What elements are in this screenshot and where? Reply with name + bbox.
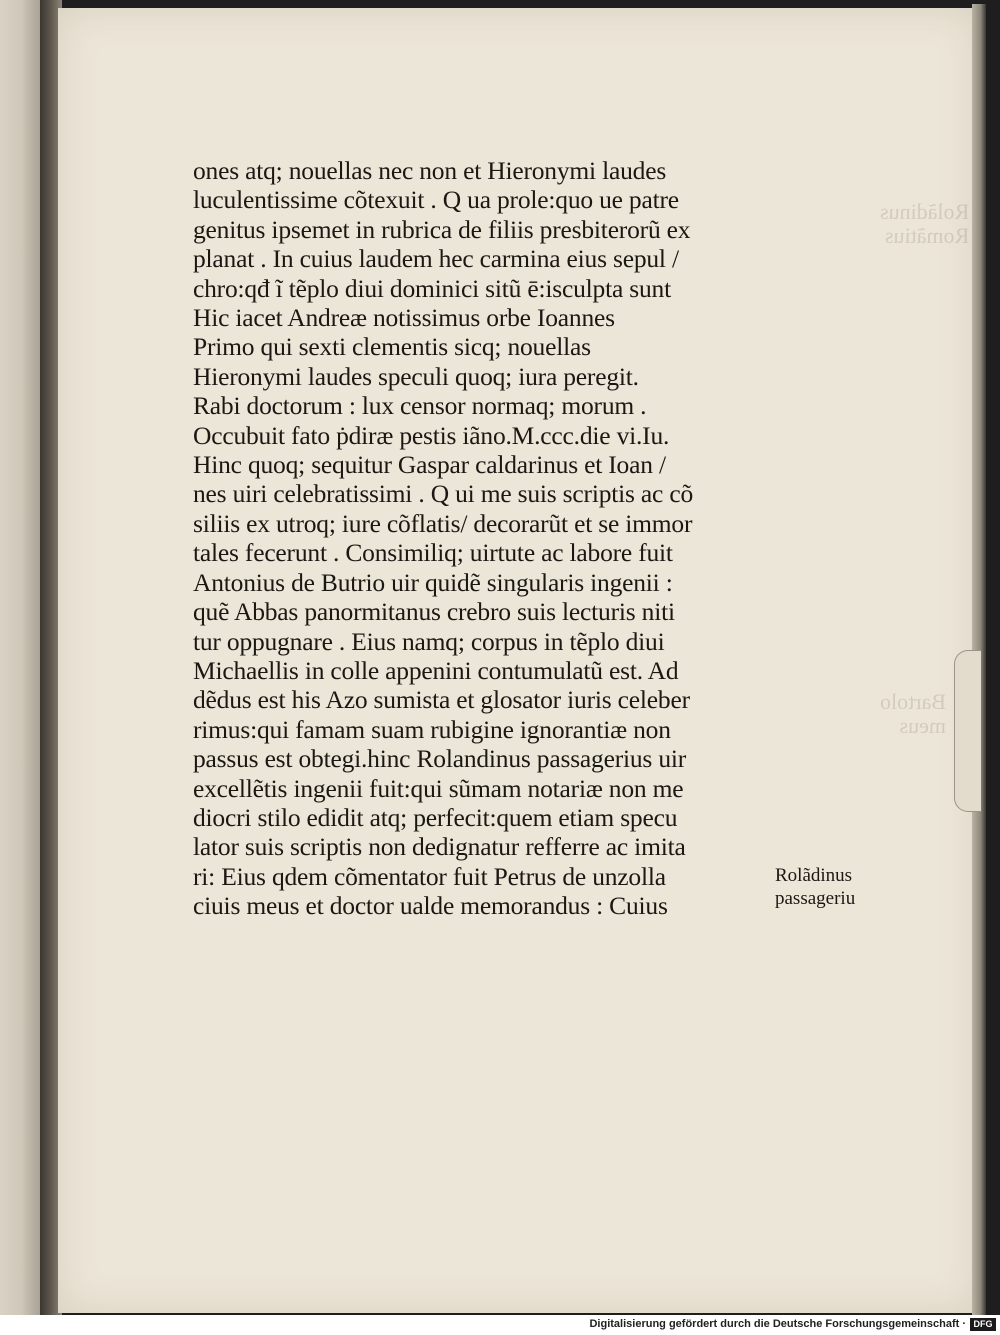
text-line: Rabi doctorum : lux censor normaq; morum . (193, 391, 647, 421)
marginal-note (775, 864, 855, 910)
text-line: siliis ex utroq; iure cõflatis/ decorarũt et se immor (193, 508, 693, 538)
text-line: tur oppugnare . Eius namq; corpus in tẽplo diui (193, 626, 665, 656)
text-line: Hic iacet Andreæ notissimus orbe Ioannes (193, 303, 615, 333)
text-line: luculentissime cõtexuit . Q ua prole:quo ue patre (193, 185, 679, 215)
page-tab (954, 650, 981, 812)
footer-bar (0, 1315, 1000, 1335)
text-line: Occubuit fato ṗdiræ pestis iãno.M.ccc.die vi.Iu. (193, 420, 670, 450)
text-line: ri: Eius qdem cõmentator fuit Petrus de unzolla (193, 861, 666, 891)
text-line: dẽdus est his Azo sumista et glosator iuris celeber (193, 685, 690, 715)
text-line: rimus:qui famam suam rubigine ignorantiæ non (193, 714, 671, 744)
text-line: nes uiri celebratissimi . Q ui me suis scriptis ac cõ (193, 479, 693, 509)
text-line: Hieronymi laudes speculi quoq; iura peregit. (193, 361, 639, 391)
text-line: chro:qđ ĩ tẽplo diui dominici sitũ ē:isculpta sunt (193, 273, 671, 303)
dfg-logo: DFG (970, 1318, 996, 1331)
text-line: Hinc quoq; sequitur Gaspar caldarinus et Ioan / (193, 450, 666, 480)
text-line: quẽ Abbas panormitanus crebro suis lecturis niti (193, 597, 675, 627)
marginal-note-line: passageriu (775, 888, 856, 909)
text-line: Primo qui sexti clementis sicq; nouellas (193, 332, 591, 362)
text-line: Antonius de Butrio uir quidẽ singularis ingenii : (193, 567, 673, 597)
text-line: lator suis scriptis non dedignatur refferre ac imita (193, 832, 686, 862)
text-line: Michaellis in colle appenini contumulatũ est. Ad (193, 655, 679, 685)
text-line: diocri stilo edidit atq; perfecit:quem etiam specu (193, 802, 678, 832)
marginal-note-line: Rolãdinus (775, 865, 853, 886)
text-line: planat . In cuius laudem hec carmina eius sepul / (193, 244, 679, 274)
text-line: passus est obtegi.hinc Rolandinus passagerius uir (193, 744, 687, 774)
text-line: ciuis meus et doctor ualde memorandus : Cuius (193, 891, 668, 921)
funding-credit: Digitalisierung gefördert durch die Deutsche Forschungsgemeinschaft · (589, 1318, 966, 1330)
text-line: genitus ipsemet in rubrica de filiis presbiterorũ ex (193, 214, 691, 244)
text-line: ones atq; nouellas nec non et Hieronymi laudes (193, 156, 667, 185)
text-line: tales fecerunt . Consimiliq; uirtute ac labore fuit (193, 538, 673, 568)
main-text-block (193, 156, 773, 921)
text-line: excellẽtis ingenii fuit:qui sũmam notariæ non me (193, 773, 684, 803)
